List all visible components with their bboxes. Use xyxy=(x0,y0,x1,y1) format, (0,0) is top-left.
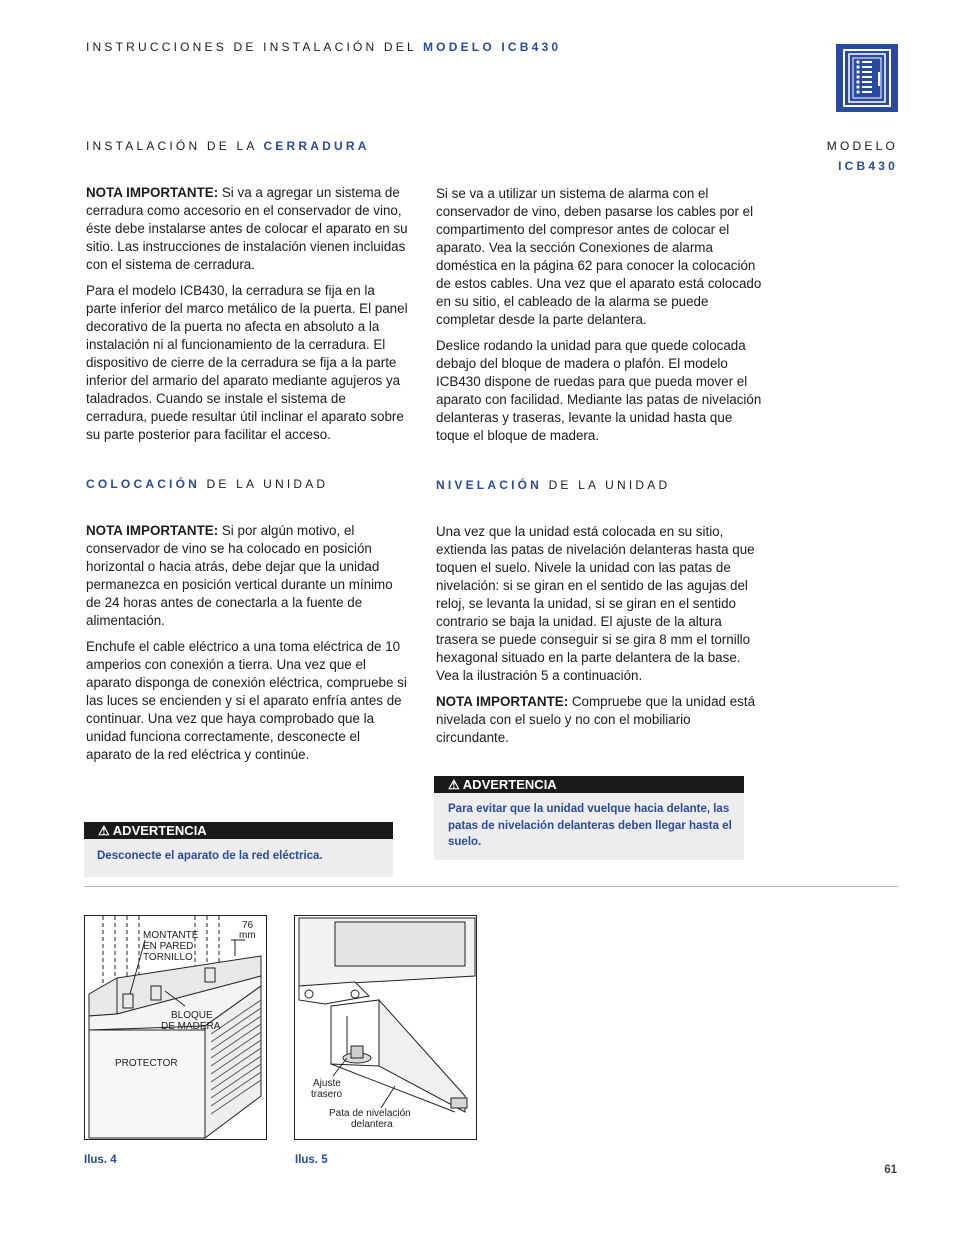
figure-4-label-block-2: DE MADERA xyxy=(161,1021,221,1032)
warning-title: ADVERTENCIA xyxy=(112,823,207,838)
figure-5-label-front-2: delantera xyxy=(351,1119,393,1130)
placement-note-bold: NOTA IMPORTANTE: xyxy=(86,523,219,538)
section-leveling-heading xyxy=(436,478,766,492)
wine-cabinet-icon xyxy=(836,44,898,112)
placement-paragraph-2: Enchufe el cable eléctrico a una toma eléctrica de 10 amperios con conexión a tierra. Una vez que el aparato disponga de conexión eléctrica, compruebe si las luces se encienden y si el aparato enfría antes de continuar. Una vez que haya comprobado que la unidad funciona correctamente, desconecte el aparato de la red eléctrica y continúe. xyxy=(86,639,407,762)
figure-4-label-protector: PROTECTOR xyxy=(115,1058,178,1069)
figure-4-label-stud-1: MONTANTE xyxy=(143,930,199,941)
figure-4-caption: Ilus. 4 xyxy=(84,1154,117,1166)
figure-4-label-block-1: BLOQUE xyxy=(171,1010,213,1021)
figure-4-label-dim-2: mm xyxy=(239,930,256,941)
warning-text: Para evitar que la unidad vuelque hacia delante, las patas de nivelación delanteras deben llegar hasta el suelo. xyxy=(448,803,732,848)
header-title-model: MODELO ICB430 xyxy=(422,40,562,54)
placement-note-paragraph xyxy=(86,522,408,630)
section-leveling-heading-suffix: DE LA UNIDAD xyxy=(548,478,671,492)
alarm-paragraph: Si se va a utilizar un sistema de alarma con el conservador de vino, deben pasarse los cables por el compartimento del compresor antes de colocar el aparato. Vea la sección Conexiones de alarma doméstica en la página 62 para conocer la colocación de estos cables. Una vez que el aparato está colocado en su sitio, el cableado de la alarma se puede completar desde la parte delantera. xyxy=(436,186,762,327)
figure-5-drawing xyxy=(295,916,476,1139)
section-lock-heading xyxy=(86,139,408,153)
figure-5-label-front-1: Pata de nivelación xyxy=(329,1108,411,1119)
warning-box-disconnect xyxy=(84,822,393,877)
lock-note-bold: NOTA IMPORTANTE: xyxy=(86,185,219,200)
section-placement-heading xyxy=(86,477,408,491)
section-leveling-heading-highlight: NIVELACIÓN xyxy=(436,478,543,492)
placement-note-text: Si por algún motivo, el conservador de vino se ha colocado en posición horizontal o hacia atrás, debe dejar que la unidad permanezca en posición vertical durante un mínimo de 24 horas antes de conectarla a la fuente de alimentación. xyxy=(86,523,393,628)
lock-note-text: Si va a agregar un sistema de cerradura como accesorio en el conservador de vino, éste debe instalarse antes de colocar el aparato en su sitio. Las instrucciones de instalación vienen incluidas con el sistema de cerradura. xyxy=(86,185,408,272)
model-tag-value: ICB430 xyxy=(838,159,898,173)
leveling-paragraph-1: Una vez que la unidad está colocada en su sitio, extienda las patas de nivelación delanteras hasta que toquen el suelo. Nivele la unidad con las patas de nivelación: si se giran en el sentido de las agujas del reloj, se levanta la unidad, si se giran en el sentido contrario se baja la unidad. El ajuste de la altura trasera se puede conseguir si se gira 8 mm el tornillo hexagonal situado en la parte delantera de la base. Vea la ilustración 5 a continuación. xyxy=(436,524,755,683)
figure-5-caption: Ilus. 5 xyxy=(295,1154,328,1166)
section-placement-heading-suffix: DE LA UNIDAD xyxy=(206,477,329,491)
figure-5-label-rear-1: Ajuste xyxy=(313,1078,341,1089)
right-column xyxy=(436,185,766,755)
section-lock-heading-highlight: CERRADURA xyxy=(263,139,370,153)
figure-4-label-dim-1: 76 xyxy=(242,920,254,931)
model-tag-label: MODELO xyxy=(826,139,898,153)
page-number: 61 xyxy=(884,1164,897,1176)
figure-5-label-rear-2: trasero xyxy=(311,1089,343,1100)
lock-paragraph-2: Para el modelo ICB430, la cerradura se fija en la parte inferior del marco metálico de la puerta. El panel decorativo de la puerta no afecta en absoluto a la instalación ni al funcionamiento de la cerradura. El dispositivo de cierre de la cerradura se fija a la parte inferior del armario del aparato mediante agujeros ya taladrados. Cuando se instale el sistema de cerradura, puede resultar útil inclinar el aparato sobre su parte posterior para facilitar el acceso. xyxy=(86,283,408,442)
figure-4 xyxy=(84,915,267,1140)
figure-4-label-stud-3: TORNILLO xyxy=(143,952,193,963)
page-header xyxy=(86,40,561,54)
leveling-note-bold: NOTA IMPORTANTE: xyxy=(436,694,569,709)
warning-bar xyxy=(84,822,393,839)
section-lock-heading-prefix: INSTALACIÓN DE LA xyxy=(86,139,257,153)
section-divider xyxy=(84,886,898,887)
figure-5 xyxy=(294,915,477,1140)
leveling-note-paragraph xyxy=(436,693,766,747)
figure-4-drawing xyxy=(85,916,266,1139)
lock-note-paragraph xyxy=(86,184,408,274)
left-column xyxy=(86,139,408,772)
leveling-note-text: Compruebe que la unidad está nivelada con el suelo y no con el mobiliario circundante. xyxy=(436,694,756,745)
warning-icon: ⚠ xyxy=(448,777,460,792)
warning-title: ADVERTENCIA xyxy=(462,777,557,792)
warning-bar xyxy=(434,776,744,793)
figure-4-label-stud-2: EN PARED xyxy=(143,941,194,952)
warning-box-tip-over xyxy=(434,776,744,860)
header-title-prefix: INSTRUCCIONES DE INSTALACIÓN DEL xyxy=(86,40,417,54)
section-placement-heading-highlight: COLOCACIÓN xyxy=(86,477,200,491)
slide-paragraph: Deslice rodando la unidad para que quede colocada debajo del bloque de madera o plafón. El modelo ICB430 dispone de ruedas para que pueda mover el aparato con facilidad. Mediante las patas de nivelación delanteras y traseras, levante la unidad hasta que toque el bloque de madera. xyxy=(436,338,762,443)
warning-text: Desconecte el aparato de la red eléctrica. xyxy=(97,850,323,862)
warning-icon: ⚠ xyxy=(98,823,110,838)
